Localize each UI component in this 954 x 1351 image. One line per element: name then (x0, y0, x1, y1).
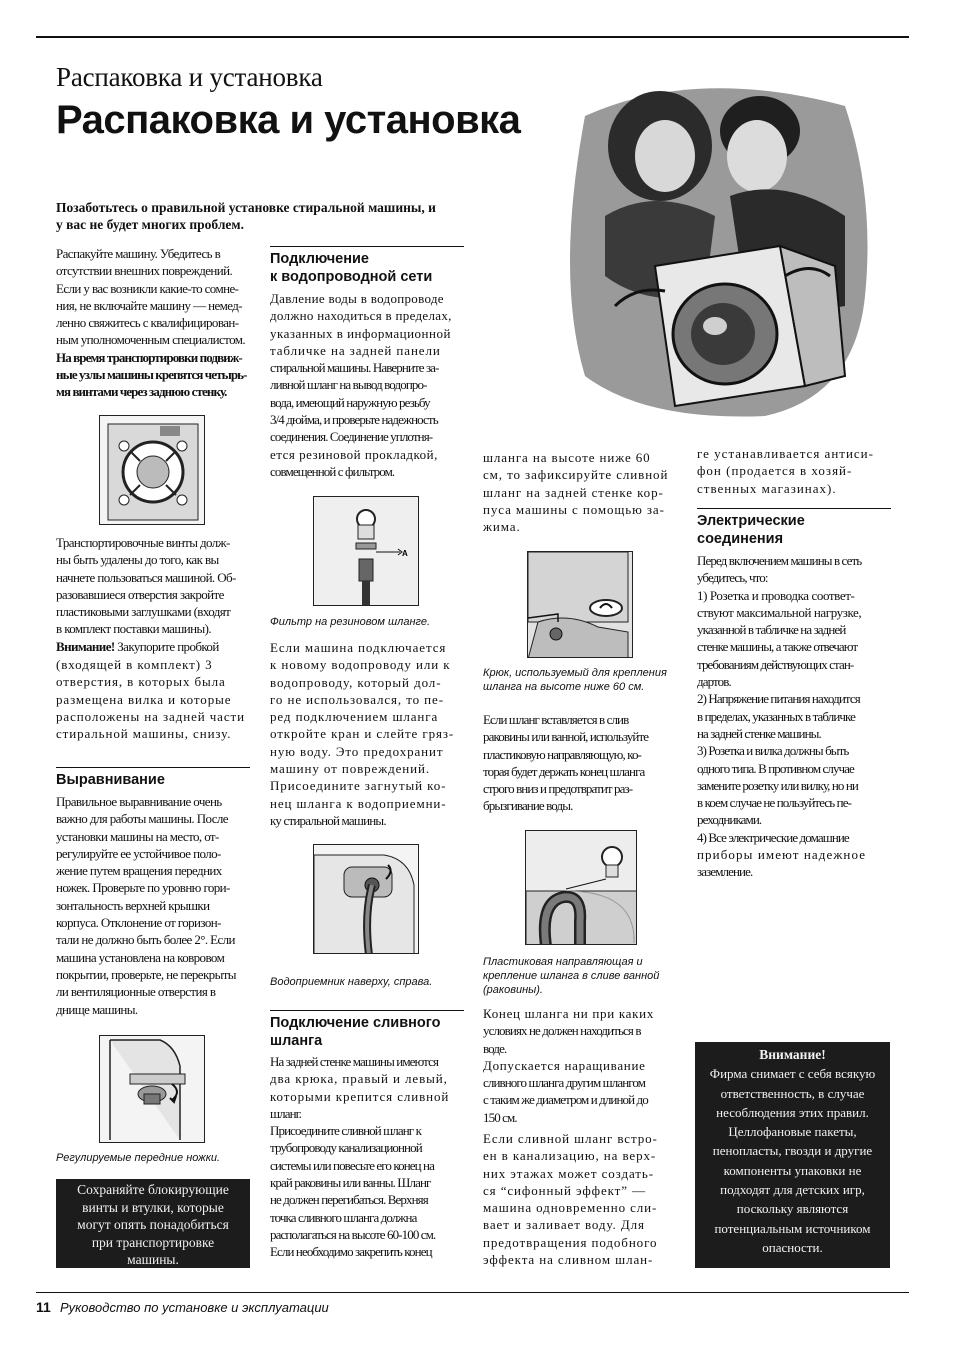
heading-line: шланга (270, 1033, 323, 1049)
text-line: которыми крепится сливной (270, 1088, 450, 1104)
text-line: торая будет держать конец шланга (483, 763, 645, 779)
text-line: ную воду. Это предохранит (270, 743, 444, 759)
text-line: ные узлы машины крепятся четырь- (56, 367, 247, 383)
text-line: ния, не включайте машину — немед- (56, 297, 243, 313)
text-line: На задней стенке машины имеются (270, 1054, 439, 1069)
text-line: Если шланг вставляется в слив (483, 712, 629, 727)
text-line: 3) Розетка и вилка должны быть (697, 743, 849, 759)
text-line: требованиям действующих стан- (697, 656, 854, 672)
text-line: шланг. (270, 1105, 301, 1121)
text-line: шланга на высоте ниже 60 (483, 450, 651, 465)
text-line: регулируйте ее устойчивое поло- (56, 845, 221, 861)
text-line: приборы имеют надежное (697, 847, 867, 863)
text-line: стенке машины, а также отвечают (697, 639, 858, 655)
anti-siphon-paragraph (697, 445, 891, 497)
text-line: соединения. Соединение уплотня- (270, 429, 433, 445)
guide-caption (483, 955, 683, 997)
caption-line: крепление шланга в сливе ванной (483, 970, 660, 982)
page-number: 11 (36, 1299, 51, 1315)
text-line: ку стиральной машины. (270, 812, 386, 828)
text-line: 3/4 дюйма, и проверьте надежность (270, 412, 438, 428)
text-line: размещена вилка и которые (56, 691, 232, 707)
text-line: Присоедините загнутый ко- (270, 778, 447, 794)
text-line: эффекта на сливном шлан- (483, 1252, 654, 1268)
text-line: ется резиновой прокладкой, (270, 446, 438, 462)
text-line: зонтальность верхней крышки (56, 897, 210, 913)
text-line: ственных магазинах). (697, 480, 837, 496)
text-line: должно находиться в пределах, (270, 308, 452, 324)
text-line: начнете пользоваться машиной. Об- (56, 569, 236, 585)
text-line: го не использовался, то пе- (270, 691, 444, 707)
adjustable-feet-figure (99, 1035, 205, 1143)
text-line: трубопроводу канализационной (270, 1140, 422, 1156)
text-line: заземление. (697, 864, 753, 880)
text-line: совмещенной с фильтром. (270, 463, 395, 479)
warning-box (695, 1042, 890, 1268)
text-line: поскольку являются (736, 1201, 849, 1217)
caption-line: (раковины). (483, 984, 543, 996)
text-line: важно для работы машины. После (56, 811, 228, 827)
text-line: ге устанавливается антиси- (697, 446, 874, 461)
text-line: точка сливного шланга должна (270, 1209, 417, 1225)
text-line: сливного шланга другим шлангом (483, 1075, 646, 1091)
transport-paragraph (56, 534, 250, 655)
text-line: машина одновременно сли- (483, 1200, 658, 1216)
inlet-caption: Водоприемник наверху, справа. (270, 976, 433, 988)
text-line: строго вниз и предотвратит раз- (483, 781, 633, 797)
text-line: одного типа. В противном случае (697, 760, 854, 776)
hose-filter-figure (313, 496, 419, 606)
text-line: 150 см. (483, 1109, 517, 1125)
section-title-small: Распаковка и установка (56, 62, 323, 92)
hook-caption (483, 666, 683, 694)
text-line: с таким же диаметром и длиной до (483, 1092, 648, 1108)
text-line: стиральной машины, снизу. (56, 726, 232, 742)
new-supply-paragraph (270, 639, 464, 829)
text-line: ред подключением шланга (270, 709, 439, 725)
heading-line: Подключение сливного (270, 1015, 441, 1031)
text-line: вода, имеющий наружную резьбу (270, 394, 430, 410)
warning-title: Внимание! (759, 1047, 826, 1062)
intro-text: Позаботьтесь о правильной установке стиральной машины, и у вас не будет многих проблем. (56, 200, 436, 232)
text-line: указанной в табличке на задней (697, 622, 846, 638)
caption-line: шланга на высоте ниже 60 см. (483, 681, 645, 693)
leveling-paragraph (56, 793, 250, 1018)
text-line: Закупорите пробкой (114, 638, 219, 654)
text-line: указанных в информационной (270, 325, 451, 341)
text-line: ным уполномоченным специалистом. (56, 332, 246, 348)
text-line: Если у вас возникли какие-то сомне- (56, 280, 239, 296)
text-line: воде. (483, 1040, 507, 1056)
text-line: шланг на задней стенке кор- (483, 484, 664, 500)
text-line: при транспортировке (91, 1234, 215, 1250)
text-line: пластиковую направляющую, ко- (483, 746, 641, 762)
text-line: машину от повреждений. (270, 761, 430, 777)
text-line: два крюка, правый и левый, (270, 1071, 448, 1087)
text-line: ся “сифонный эффект” — (483, 1182, 646, 1198)
text-line: край раковины или ванны. Шланг (270, 1175, 431, 1191)
text-line: Допускается наращивание (483, 1057, 646, 1073)
text-line: условиях не должен находиться в (483, 1023, 641, 1039)
electric-paragraph (697, 552, 891, 881)
text-line: установки машины на место, от- (56, 828, 219, 844)
text-line: пластиковыми заглушками (входят (56, 604, 231, 620)
hose-height-paragraph (483, 449, 677, 535)
attention-paragraph (56, 656, 250, 742)
text-line: винты и втулки, которые (82, 1199, 224, 1215)
page-title: Распаковка и установка (56, 98, 521, 142)
text-line: стиральной машины. Наверните за- (270, 360, 439, 376)
text-line: в коем случае не пользуйтесь пе- (697, 795, 852, 811)
text-line: отверстия, в которых была (56, 674, 226, 690)
text-line: корпуса. Отклонение от горизон- (56, 915, 221, 931)
text-line: Конец шланга ни при каких (483, 1006, 655, 1021)
siphon-paragraph (483, 1130, 677, 1268)
text-line: в пределах, указанных в табличке (697, 708, 856, 724)
leveling-heading: Выравнивание (56, 767, 250, 789)
water-connection-heading (270, 246, 464, 286)
text-line: водопроводу, который дол- (270, 674, 442, 690)
text-line: не должен перегибаться. Верхняя (270, 1192, 428, 1208)
text-line: ли вентиляционные отверстия в (56, 984, 216, 1000)
text-line: брызгивание воды. (483, 798, 573, 814)
text-line: машина установлена на ковровом (56, 949, 225, 965)
text-line: (входящей в комплект) 3 (56, 657, 213, 672)
text-line: расположены на задней части (56, 708, 245, 724)
text-line: Если сливной шланг встро- (483, 1131, 658, 1146)
text-line: к новому водопроводу или к (270, 657, 451, 673)
text-line: см, то зафиксируйте сливной (483, 467, 669, 483)
text-line: пуса машины с помощью за- (483, 501, 665, 517)
text-line: Если машина подключается (270, 640, 447, 655)
keep-screws-note (56, 1179, 250, 1268)
text-line: покрытии, проверьте, не перекрыты (56, 966, 236, 982)
text-line: фон (продается в хозяй- (697, 463, 853, 479)
text-line: Правильное выравнивание очень (56, 794, 222, 809)
text-line: мя винтами через заднюю стенку. (56, 384, 227, 400)
text-line: дартов. (697, 674, 731, 690)
text-line: потенциальным источником (714, 1220, 871, 1236)
text-line: реходниками. (697, 812, 762, 828)
sink-paragraph (483, 711, 677, 815)
text-line: предотвращения подобного (483, 1234, 658, 1250)
text-line: днище машины. (56, 1001, 138, 1017)
text-line: Целлофановые пакеты, (728, 1124, 857, 1140)
feet-caption: Регулируемые передние ножки. (56, 1152, 221, 1164)
text-line: машины. (127, 1252, 179, 1267)
text-line: на задней стенке машины. (697, 725, 821, 741)
hose-end-paragraph (483, 1005, 677, 1126)
text-line: 2) Напряжение питания находится (697, 691, 860, 707)
text-line: пенопласты, гвозди и другие (712, 1143, 873, 1159)
text-line: 1) Розетка и проводка соответ- (697, 587, 855, 603)
text-line: табличке на задней панели (270, 342, 441, 358)
text-line: Перед включением машины в сеть (697, 553, 862, 568)
text-line: в комплект поставки машины). (56, 621, 211, 637)
text-line: Сохраняйте блокирующие (77, 1182, 229, 1197)
top-rule (36, 36, 909, 38)
text-line: ен в канализацию, на верх- (483, 1148, 657, 1164)
drain-hose-heading (270, 1010, 464, 1050)
transport-screws-figure (99, 415, 205, 525)
unpack-paragraph (56, 245, 250, 401)
water-inlet-figure (313, 844, 419, 954)
electric-heading (697, 508, 891, 548)
text-line: Распакуйте машину. Убедитесь в (56, 246, 221, 261)
hose-hook-figure (527, 551, 633, 658)
text-line: ствуют максимальной нагрузке, (697, 604, 862, 620)
text-line: вает и заливает воду. Для (483, 1217, 645, 1233)
text-line: 4) Все электрические домашние (697, 829, 849, 845)
text-line: откройте кран и слейте гряз- (270, 726, 455, 742)
text-line: ответственность, в случае (720, 1085, 865, 1101)
text-line: Если необходимо закрепить конец (270, 1244, 432, 1260)
filter-caption: Фильтр на резиновом шланге. (270, 616, 430, 628)
text-line: тали не должно быть более 2°. Если (56, 932, 235, 948)
text-line: них этажах может создать- (483, 1165, 654, 1181)
text-line: отсутствии внешних повреждений. (56, 263, 233, 279)
attention-label: Внимание! (56, 638, 115, 654)
text-line: располагаться на высоте 60-100 см. (270, 1226, 436, 1242)
text-line: убедитесь, что: (697, 570, 768, 586)
heading-line: соединения (697, 531, 784, 547)
text-line: ливной шланг на вывод водопро- (270, 377, 427, 393)
bottom-rule (36, 1292, 909, 1293)
text-line: несоблюдения этих правил. (716, 1104, 869, 1120)
heading-line: Подключение (270, 251, 369, 267)
text-line: Давление воды в водопроводе (270, 291, 444, 306)
plastic-guide-figure (525, 830, 637, 945)
water-paragraph (270, 290, 464, 480)
text-line: раковины или ванной, используйте (483, 729, 649, 745)
text-line: Фирма снимает с себя всякую (709, 1066, 876, 1082)
text-line: Транспортировочные винты долж- (56, 535, 230, 550)
text-line: Присоедините сливной шланг к (270, 1123, 421, 1139)
filter-label-a: A (402, 549, 408, 558)
caption-line: Крюк, используемый для крепления (483, 667, 667, 679)
text-line: могут опять понадобиться (77, 1217, 229, 1232)
text-line: опасности. (762, 1239, 823, 1255)
text-line: ножек. Проверьте по уровню гори- (56, 880, 230, 896)
text-line: На время транспортировки подвиж- (56, 349, 242, 365)
text-line: компоненты упаковки не (723, 1162, 862, 1178)
text-line: подходят для детских игр, (720, 1182, 865, 1198)
text-line: нец шланга к водоприемни- (270, 795, 447, 811)
text-line: жение путем вращения передних (56, 863, 222, 879)
drain-paragraph (270, 1053, 464, 1261)
text-line: ны быть удалены до того, как вы (56, 552, 219, 568)
text-line: жима. (483, 519, 521, 535)
text-line: разовавшиеся отверстия закройте (56, 586, 224, 602)
footer-title: Руководство по установке и эксплуатации (60, 1300, 329, 1315)
text-line: системы или повесьте его конец на (270, 1157, 434, 1173)
heading-line: Электрические (697, 513, 805, 529)
text-line: замените розетку или вилку, но ни (697, 777, 858, 793)
caption-line: Пластиковая направляющая и (483, 956, 643, 968)
text-line: ленно свяжитесь с квалифицирован- (56, 315, 239, 331)
heading-line: к водопроводной сети (270, 269, 433, 285)
couple-illustration (545, 76, 875, 421)
